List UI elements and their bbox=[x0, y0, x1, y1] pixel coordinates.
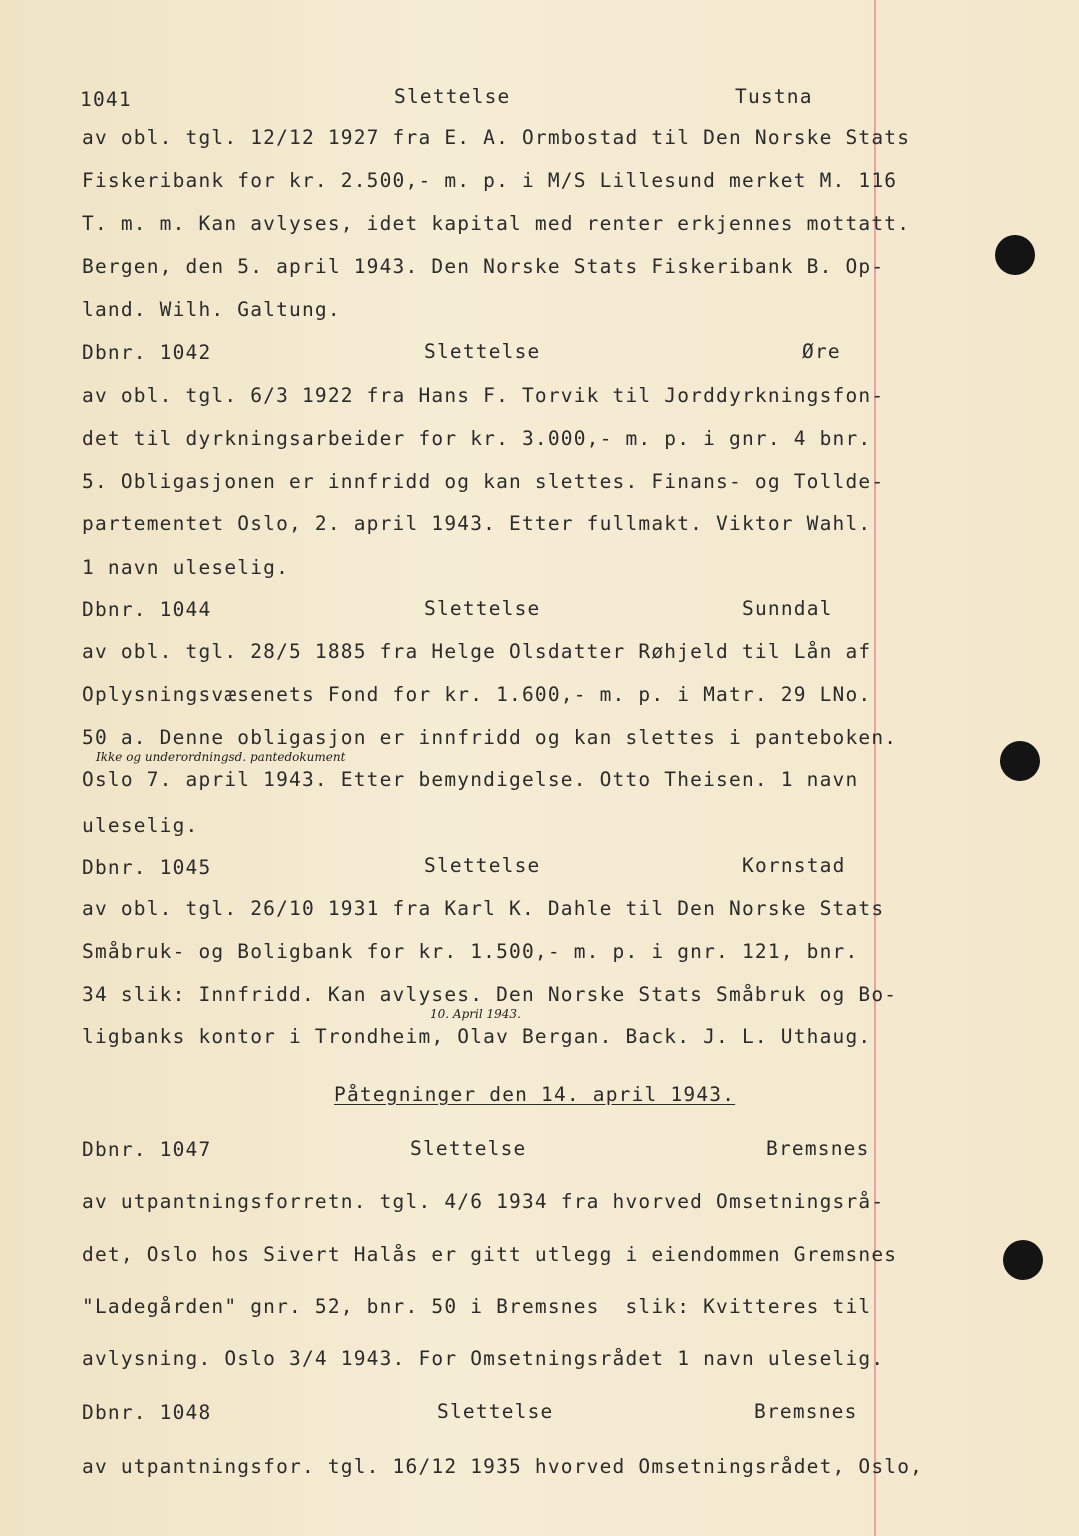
punch-hole bbox=[1003, 1240, 1043, 1280]
entry-number: Dbnr. 1044 bbox=[82, 598, 212, 621]
entry-text-line: Oplysningsvæsenets Fond for kr. 1.600,- m. p. i Matr. 29 LNo. bbox=[82, 683, 872, 706]
entry-text-line: T. m. m. Kan avlyses, idet kapital med renter erkjennes mottatt. bbox=[82, 212, 911, 235]
entry-text-line: avlysning. Oslo 3/4 1943. For Omsetningsrådet 1 navn uleselig. bbox=[82, 1347, 885, 1370]
entry-number: Dbnr. 1047 bbox=[82, 1138, 212, 1161]
entry-number: Dbnr. 1048 bbox=[82, 1401, 212, 1424]
entry-text-line: av utpantningsforretn. tgl. 4/6 1934 fra hvorved Omsetningsrå- bbox=[82, 1190, 885, 1213]
entry-place: Bremsnes bbox=[754, 1400, 858, 1423]
entry-text-line: Fiskeribank for kr. 2.500,- m. p. i M/S Lillesund merket M. 116 bbox=[82, 169, 898, 192]
entry-text-line: av obl. tgl. 26/10 1931 fra Karl K. Dahle til Den Norske Stats bbox=[82, 897, 885, 920]
entry-text-line: uleselig. bbox=[82, 814, 199, 837]
entry-text-line: Småbruk- og Boligbank for kr. 1.500,- m. p. i gnr. 121, bnr. bbox=[82, 940, 859, 963]
entry-text-line: det, Oslo hos Sivert Halås er gitt utlegg i eiendommen Gremsnes bbox=[82, 1243, 898, 1266]
entry-number: Dbnr. 1042 bbox=[82, 341, 212, 364]
entry-text-line: Bergen, den 5. april 1943. Den Norske Stats Fiskeribank B. Op- bbox=[82, 255, 885, 278]
entry-place: Kornstad bbox=[742, 854, 846, 877]
handwritten-note: Ikke og underordningsd. pantedokument bbox=[96, 750, 346, 764]
entry-type: Slettelse bbox=[394, 85, 511, 108]
entry-text-line: ligbanks kontor i Trondheim, Olav Bergan. Back. J. L. Uthaug. bbox=[82, 1025, 872, 1048]
entry-type: Slettelse bbox=[424, 340, 541, 363]
entry-type: Slettelse bbox=[424, 854, 541, 877]
entry-type: Slettelse bbox=[437, 1400, 554, 1423]
punch-hole bbox=[1000, 741, 1040, 781]
entry-number: Dbnr. 1045 bbox=[82, 856, 212, 879]
entry-place: Tustna bbox=[735, 85, 813, 108]
entry-text-line: av obl. tgl. 6/3 1922 fra Hans F. Torvik til Jorddyrkningsfon- bbox=[82, 384, 885, 407]
entry-text-line: 50 a. Denne obligasjon er innfridd og kan slettes i panteboken. bbox=[82, 726, 898, 749]
entry-place: Sunndal bbox=[742, 597, 833, 620]
entry-text-line: land. Wilh. Galtung. bbox=[82, 298, 341, 321]
entry-text-line: 5. Obligasjonen er innfridd og kan slettes. Finans- og Tollde- bbox=[82, 470, 885, 493]
entry-number: 1041 bbox=[80, 88, 132, 111]
entry-type: Slettelse bbox=[410, 1137, 527, 1160]
entry-text-line: det til dyrkningsarbeider for kr. 3.000,- m. p. i gnr. 4 bnr. bbox=[82, 427, 872, 450]
punch-hole bbox=[995, 235, 1035, 275]
entry-place: Øre bbox=[802, 340, 841, 363]
entry-text-line: partementet Oslo, 2. april 1943. Etter fullmakt. Viktor Wahl. bbox=[82, 512, 872, 535]
entry-text-line: av utpantningsfor. tgl. 16/12 1935 hvorved Omsetningsrådet, Oslo, bbox=[82, 1455, 924, 1478]
entry-text-line: av obl. tgl. 28/5 1885 fra Helge Olsdatter Røhjeld til Lån af bbox=[82, 640, 872, 663]
handwritten-note: 10. April 1943. bbox=[430, 1007, 521, 1021]
entry-place: Bremsnes bbox=[766, 1137, 870, 1160]
entry-type: Slettelse bbox=[424, 597, 541, 620]
entry-text-line: Oslo 7. april 1943. Etter bemyndigelse. Otto Theisen. 1 navn bbox=[82, 768, 859, 791]
entry-text-line: 1 navn uleselig. bbox=[82, 556, 290, 579]
section-title: Påtegninger den 14. april 1943. bbox=[334, 1083, 736, 1106]
entry-text-line: 34 slik: Innfridd. Kan avlyses. Den Norske Stats Småbruk og Bo- bbox=[82, 983, 898, 1006]
entry-text-line: av obl. tgl. 12/12 1927 fra E. A. Ormbostad til Den Norske Stats bbox=[82, 126, 911, 149]
entry-text-line: "Ladegården" gnr. 52, bnr. 50 i Bremsnes slik: Kvitteres til bbox=[82, 1295, 872, 1318]
